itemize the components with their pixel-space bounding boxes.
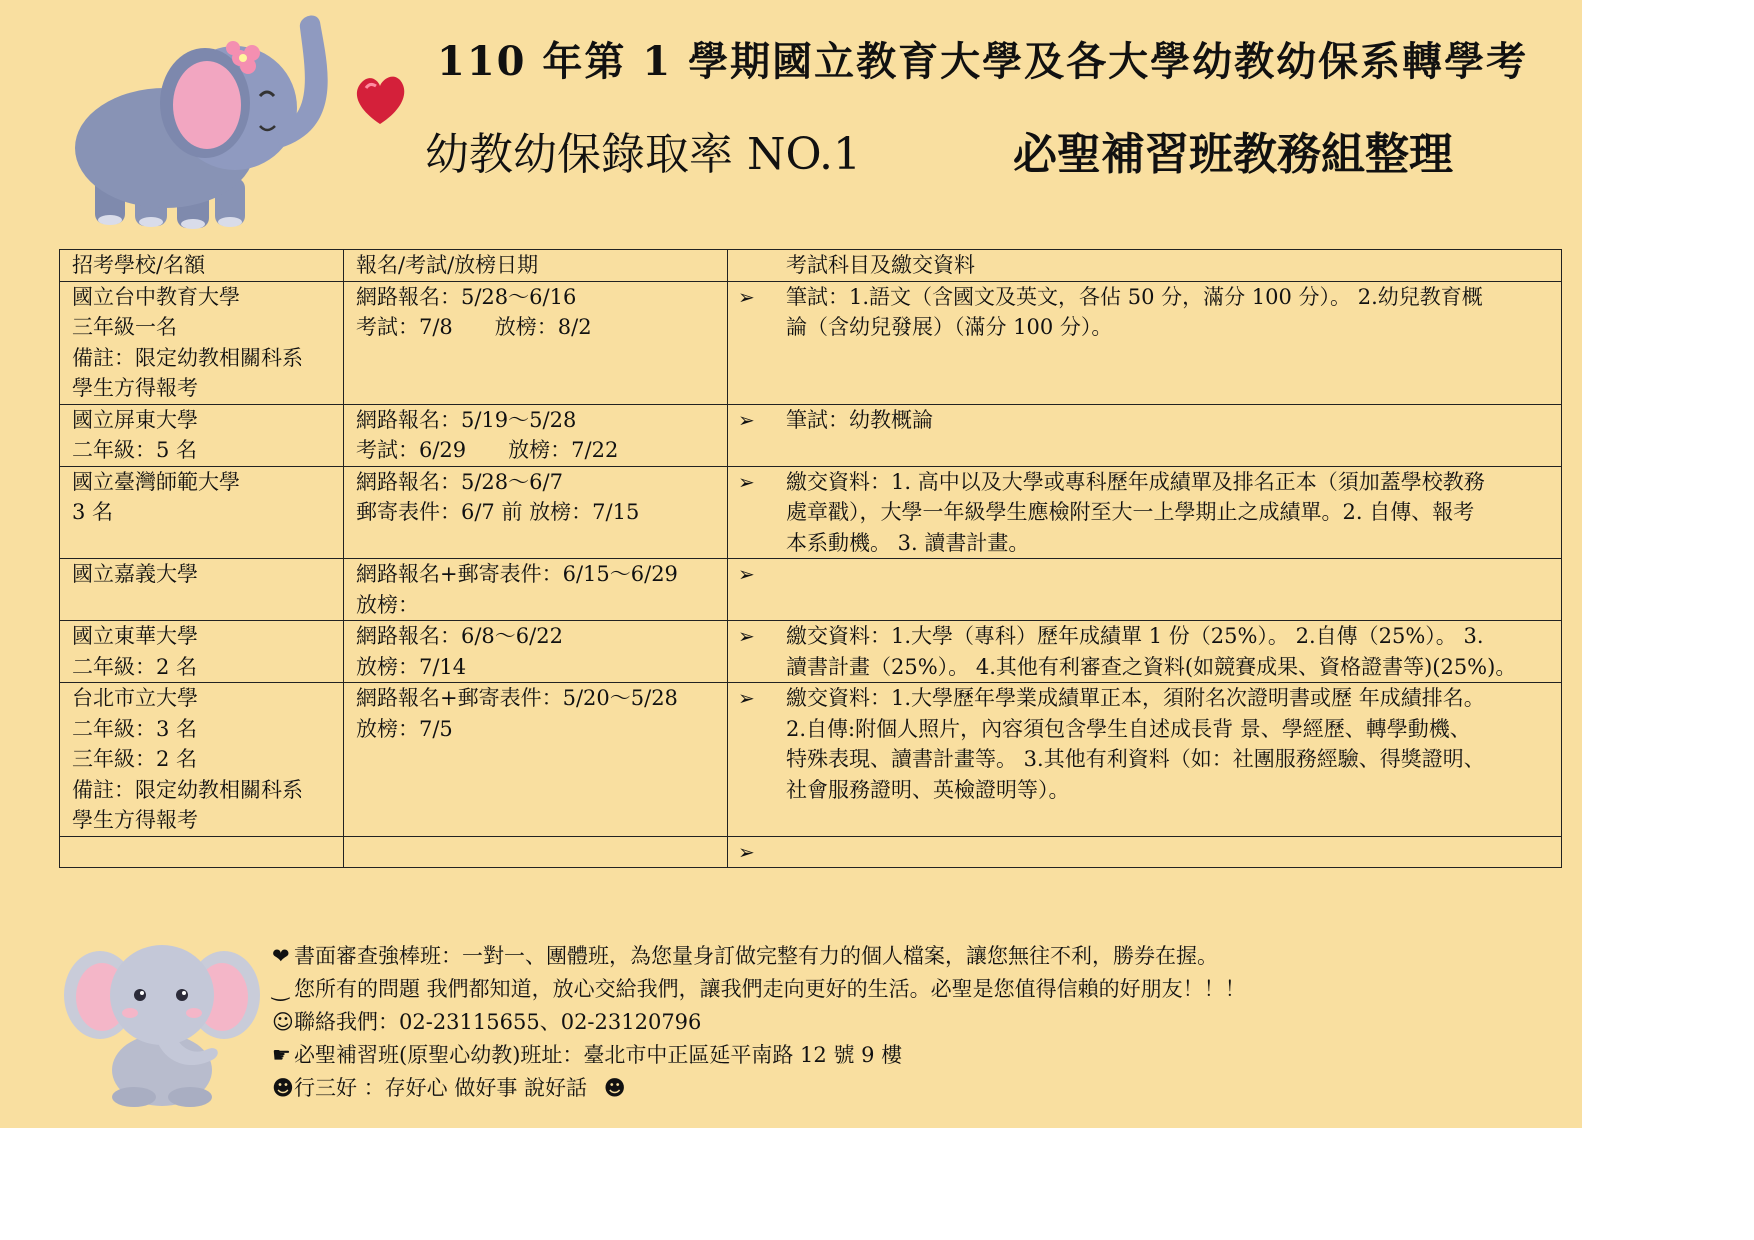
table-row xyxy=(60,281,1562,404)
items-cell: ➢ 繳交資料：1.大學（專科）歷年成績單 1 份（25%）。 2.自傳（25%）。 3. 讀書計畫（25%）。 4.其他有利審查之資料(如競賽成果、資格證書等)(25%)。 xyxy=(728,621,1562,683)
items-cell xyxy=(728,836,1562,868)
dates-cell: 網路報名+郵寄表件：6/15～6/29 放榜： xyxy=(344,559,728,621)
arrow-bullet-icon: ➢ xyxy=(738,407,755,432)
table-row xyxy=(60,621,1562,683)
publisher-title: 必聖補習班教務組整理 xyxy=(1013,129,1453,180)
items-cell: ➢ 繳交資料：1.大學歷年學業成績單正本，須附名次證明書或歷 年成績排名。 2.自傳:附個人照片，內容須包含學生自述成長背 景、學經歷、轉學動機、 特殊表現、讀書計畫等。 3.其他有利資料（如：社團服務經驗、得獎證明、 社會服務證明、英檢證明等）。 xyxy=(728,683,1562,837)
transfer-exam-table xyxy=(59,249,1562,868)
arrow-bullet-icon: ➢ xyxy=(738,839,755,864)
page-subtitle: 幼教幼保錄取率 NO.1 xyxy=(425,129,861,180)
heart-bullet-icon: ❤ xyxy=(272,944,290,968)
elephant-illustration xyxy=(55,8,345,238)
table-row xyxy=(60,836,1562,868)
header-school: 招考學校/名額 xyxy=(60,250,344,282)
note-line: ‿ 您所有的問題 我們都知道，放心交給我們，讓我們走向更好的生活。必聖是您值得信賴的好朋友！！！ xyxy=(272,973,1246,1006)
arrow-bullet-icon: ➢ xyxy=(738,624,755,648)
header-items: 考試科目及繳交資料 xyxy=(728,250,1562,282)
school-cell: 國立臺灣師範大學 3 名 xyxy=(60,466,344,559)
smiley-face-icon: ☺ xyxy=(272,1010,294,1034)
page-title: 110 年第 1 學期國立教育大學及各大學幼教幼保系轉學考 xyxy=(437,38,1529,85)
headphone-face-icon: ☻ xyxy=(603,1076,626,1100)
heart-icon xyxy=(350,70,410,130)
note-line: ☛ 必聖補習班(原聖心幼教)班址：臺北市中正區延平南路 12 號 9 樓 xyxy=(272,1039,1246,1072)
notes-section xyxy=(272,940,1246,1105)
arrow-bullet-icon: ➢ xyxy=(738,284,755,309)
school-cell: 國立嘉義大學 xyxy=(60,559,344,621)
header-dates: 報名/考試/放榜日期 xyxy=(344,250,728,282)
arrow-bullet-icon: ➢ xyxy=(738,469,755,494)
arrow-bullet-icon: ➢ xyxy=(738,686,755,710)
pointing-hand-icon: ☛ xyxy=(272,1043,291,1067)
items-cell xyxy=(728,559,1562,621)
dates-cell: 網路報名：5/28～6/7 郵寄表件：6/7 前 放榜：7/15 xyxy=(344,466,728,559)
dates-cell xyxy=(344,836,728,868)
table-row xyxy=(60,404,1562,466)
table-row xyxy=(60,559,1562,621)
note-line: ☺聯絡我們：02-23115655、02-23120796 xyxy=(272,1006,1246,1039)
note-line: ☻行三好 ：存好心 做好事 說好話 ☻ xyxy=(272,1072,1246,1105)
dates-cell: 網路報名：5/19～5/28 考試：6/29 放榜：7/22 xyxy=(344,404,728,466)
dates-cell: 網路報名+郵寄表件：5/20～5/28 放榜：7/5 xyxy=(344,683,728,837)
school-cell: 國立東華大學 二年級：2 名 xyxy=(60,621,344,683)
school-cell: 台北市立大學 二年級：3 名 三年級：2 名 備註：限定幼教相關科系 學生方得報考 xyxy=(60,683,344,837)
dates-cell: 網路報名：6/8～6/22 放榜：7/14 xyxy=(344,621,728,683)
table-row xyxy=(60,683,1562,837)
items-cell: ➢ 繳交資料：1. 高中以及大學或專科歷年成績單及排名正本（須加蓋學校教務 處章戳），大學一年級學生應檢附至大一上學期止之成績單。2. 自傳、報考 本系動機。 3. 讀書計畫。 xyxy=(728,466,1562,559)
table-header-row xyxy=(60,250,1562,282)
arrow-bullet-icon: ➢ xyxy=(738,562,755,586)
baby-elephant-illustration xyxy=(62,925,262,1110)
school-cell xyxy=(60,836,344,868)
smile-bullet-icon: ‿ xyxy=(272,977,289,1001)
table-row xyxy=(60,466,1562,559)
note-line: ❤ 書面審查強棒班：一對一、團體班，為您量身訂做完整有力的個人檔案，讓您無往不利，勝券在握。 xyxy=(272,940,1246,973)
school-cell: 國立屏東大學 二年級：5 名 xyxy=(60,404,344,466)
items-cell: ➢ 筆試：幼教概論 xyxy=(728,404,1562,466)
school-cell: 國立台中教育大學 三年級一名 備註：限定幼教相關科系 學生方得報考 xyxy=(60,281,344,404)
items-cell: ➢ 筆試：1.語文（含國文及英文，各佔 50 分，滿分 100 分）。 2.幼兒教育概 論（含幼兒發展）（滿分 100 分）。 xyxy=(728,281,1562,404)
headphone-face-icon: ☻ xyxy=(272,1076,294,1100)
dates-cell: 網路報名：5/28～6/16 考試：7/8 放榜：8/2 xyxy=(344,281,728,404)
